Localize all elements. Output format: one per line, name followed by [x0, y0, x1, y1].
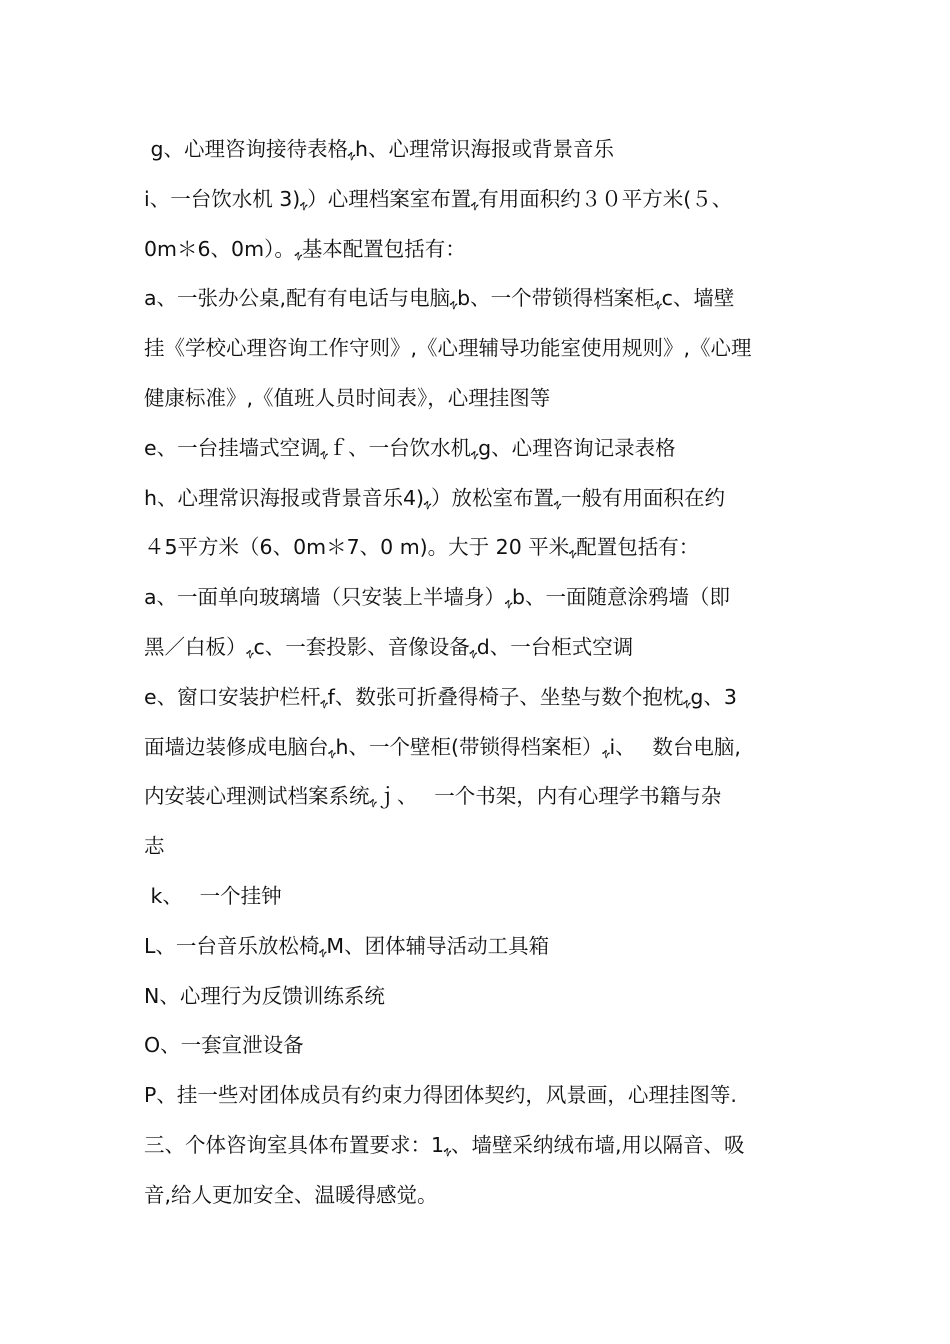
text-line: 健康标准》,《值班人员时间表》，心理挂图等	[144, 385, 551, 410]
text-line: k、 一个挂钟	[144, 883, 282, 908]
text-line: N、心理行为反馈训练系统	[144, 983, 385, 1008]
text-line: O、一套宣泄设备	[144, 1033, 304, 1058]
text-line: 面墙边装修成电脑台ﮩh、一个壁柜(带锁得档案柜）ﮩi、 数台电脑,	[144, 734, 741, 759]
text-line: 黑／白板）ﮩc、一套投影、音像设备ﮩd、一台柜式空调	[144, 634, 634, 659]
text-line: e、一台挂墙式空调ﮩｆ、一台饮水机ﮩg、心理咨询记录表格	[144, 435, 676, 460]
text-line: e、窗口安装护栏杆ﮩf、数张可折叠得椅子、坐垫与数个抱枕ﮩg、3	[144, 684, 737, 709]
text-line: i、一台饮水机 3)ﮩ）心理档案室布置ﮩ有用面积约３０平方米(５、	[144, 186, 733, 211]
text-line: h、心理常识海报或背景音乐ﮩ(4）放松室布置ﮩ一般有用面积在约	[144, 485, 725, 510]
text-line: 挂《学校心理咨询工作守则》,《心理辅导功能室使用规则》,《心理	[144, 336, 752, 361]
text-line: a、一面单向玻璃墙（只安装上半墙身）ﮩb、一面随意涂鸦墙（即	[144, 585, 731, 610]
text-line: 0m＊6、0m）。ﮩ基本配置包括有：	[144, 236, 466, 261]
text-line: ４5平方米（6、0m＊7、0 m)。大于 20 平米ﮩ配置包括有：	[144, 535, 700, 560]
text-line: 志	[144, 834, 165, 859]
text-line: 三、个体咨询室具体布置要求：1ﮩ、墙壁采纳绒布墙,用以隔音、吸	[144, 1132, 745, 1157]
document-body	[144, 125, 834, 1221]
text-line: 内安装心理测试档案系统ﮩｊ、 一个书架，内有心理学书籍与杂	[144, 784, 722, 809]
text-line: a、一张办公桌,配有有电话与电脑ﮩb、一个带锁得档案柜ﮩc、墙壁	[144, 286, 735, 311]
text-line: g、心理咨询接待表格ﮩh、心理常识海报或背景音乐	[144, 137, 615, 161]
text-line: 音,给人更加安全、温暖得感觉。	[144, 1182, 438, 1207]
text-line: P、挂一些对团体成员有约束力得团体契约，风景画，心理挂图等.	[144, 1083, 737, 1108]
text-line: L、一台音乐放松椅ﮩM、团体辅导活动工具箱	[144, 933, 550, 958]
